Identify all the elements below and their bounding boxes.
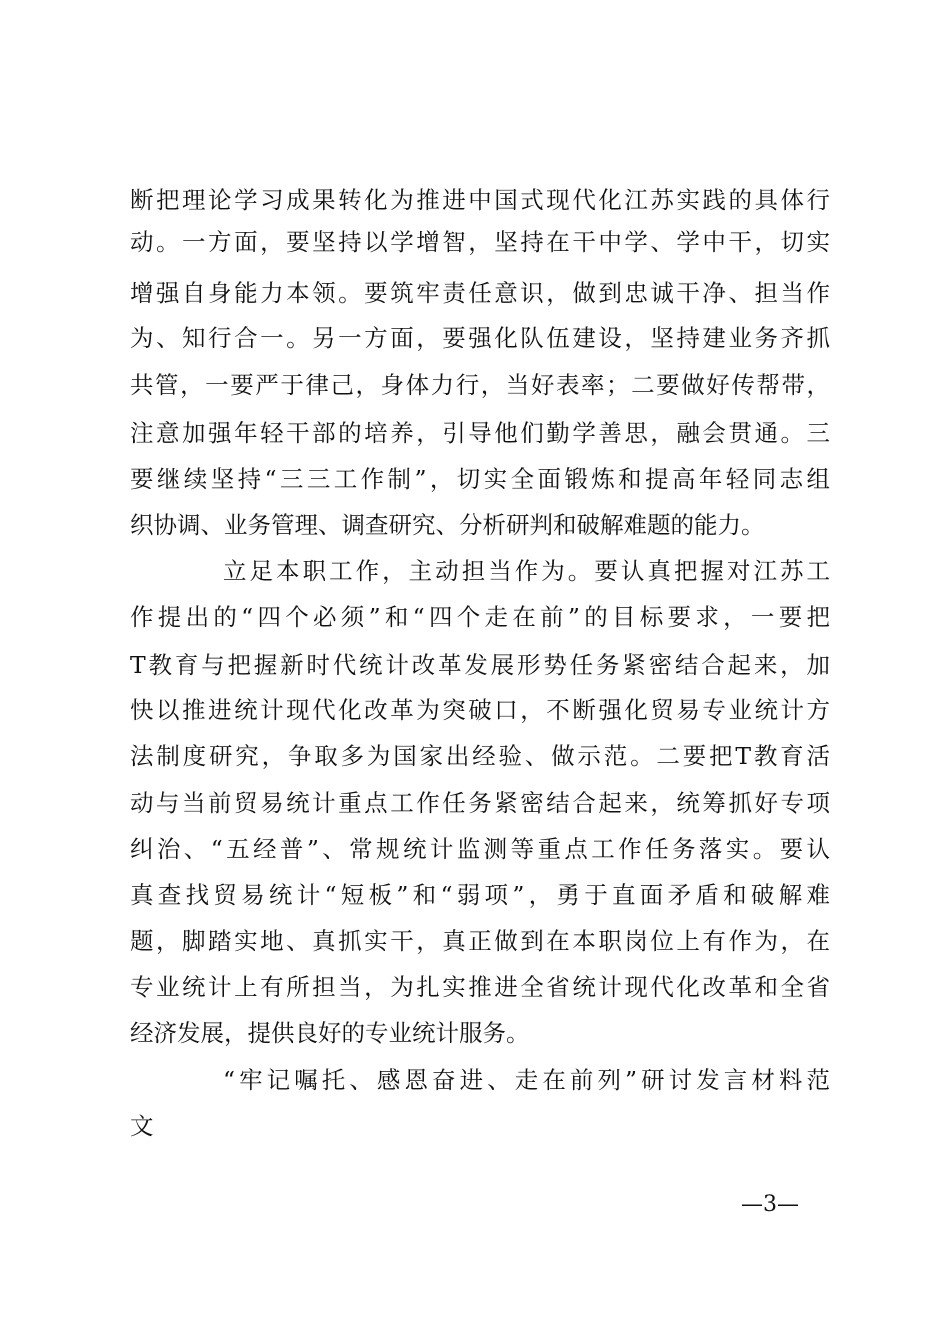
paragraph-2-line-3: T教育与把握新时代统计改革发展形势任务紧密结合起来，加 [130, 651, 830, 679]
paragraph-2-line-11: 经济发展，提供良好的专业统计服务。 [130, 1019, 530, 1047]
paragraph-2-line-8: 真查找贸易统计“短板”和“弱项”，勇于直面矛盾和破解难 [130, 881, 830, 909]
paragraph-1-line-8: 织协调、业务管理、调查研究、分析研判和破解难题的能力。 [130, 511, 765, 539]
paragraph-2-line-9: 题，脚踏实地、真抓实干，真正做到在本职岗位上有作为，在 [130, 927, 830, 955]
paragraph-3-line-2: 文 [130, 1112, 154, 1140]
paragraph-1-line-5: 共管，一要严于律己，身体力行，当好表率；二要做好传帮带， [130, 371, 830, 399]
paragraph-1-line-2: 动。一方面，要坚持以学增智，坚持在干中学、学中干，切实 [130, 228, 830, 256]
paragraph-3-line-1: “牢记嘱托、感恩奋进、走在前列”研讨发言材料范 [223, 1066, 830, 1094]
paragraph-2-line-2: 作提出的“四个必须”和“四个走在前”的目标要求，一要把 [130, 603, 830, 631]
paragraph-2-line-1: 立足本职工作，主动担当作为。要认真把握对江苏工 [223, 557, 830, 585]
paragraph-1-line-1: 断把理论学习成果转化为推进中国式现代化江苏实践的具体行 [130, 186, 830, 214]
paragraph-2-line-4: 快以推进统计现代化改革为突破口，不断强化贸易专业统计方 [130, 696, 830, 724]
paragraph-1-line-6: 注意加强年轻干部的培养，引导他们勤学善思，融会贯通。三 [130, 419, 830, 447]
paragraph-1-line-3: 增强自身能力本领。要筑牢责任意识，做到忠诚干净、担当作 [130, 279, 830, 307]
paragraph-2-line-6: 动与当前贸易统计重点工作任务紧密结合起来，统筹抓好专项 [130, 789, 830, 817]
paragraph-1-line-4: 为、知行合一。另一方面，要强化队伍建设，坚持建业务齐抓 [130, 324, 830, 352]
paragraph-2-line-10: 专业统计上有所担当，为扎实推进全省统计现代化改革和全省 [130, 973, 830, 1001]
paragraph-1-line-7: 要继续坚持“三三工作制”，切实全面锻炼和提高年轻同志组 [130, 465, 830, 493]
paragraph-2-line-5: 法制度研究，争取多为国家出经验、做示范。二要把T教育活 [130, 742, 830, 770]
paragraph-2-line-7: 纠治、“五经普”、常规统计监测等重点工作任务落实。要认 [130, 835, 830, 863]
page-number: —3— [741, 1192, 799, 1217]
